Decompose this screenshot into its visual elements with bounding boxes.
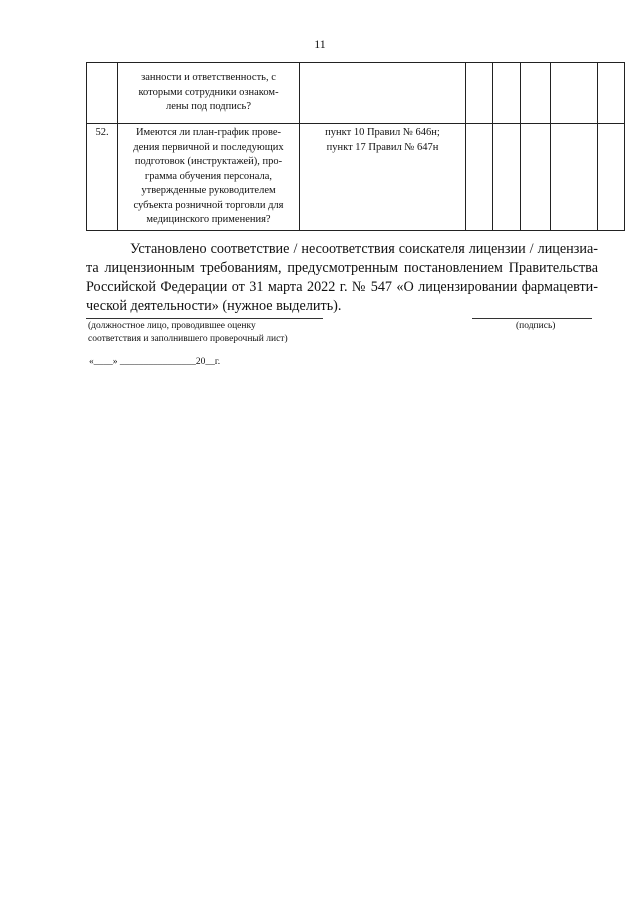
checklist-table: [86, 62, 625, 231]
answer-cell-yes: [466, 63, 493, 124]
paragraph-line: ческой деятельности» (нужное выделить).: [86, 298, 342, 314]
note-cell: [551, 63, 598, 124]
page-number: 11: [314, 37, 326, 51]
answer-cell-no: [493, 63, 521, 124]
requirement-question: Имеются ли план-график прове- дения первичной и последующих подготовок (инструктажей), про- грамма обучения персонала, утвержденные руководителем субъекта розничной торговли для медицинского применения?: [118, 124, 300, 231]
extra-cell: [598, 63, 625, 124]
legal-reference: пункт 10 Правил № 646н; пункт 17 Правил № 647н: [300, 124, 466, 231]
answer-cell-na: [521, 63, 551, 124]
answer-cell-yes: [466, 124, 493, 231]
signature-caption: (подпись): [516, 321, 556, 331]
signature-line: [472, 318, 592, 319]
requirement-question: занности и ответственность, с которыми сотрудники ознаком- лены под подпись?: [118, 63, 300, 124]
table-row: [87, 124, 625, 231]
paragraph-line: та лицензионным требованиям, предусмотренным постановлением Правительства: [86, 260, 598, 276]
extra-cell: [598, 124, 625, 231]
official-signature-line: [86, 318, 323, 319]
note-cell: [551, 124, 598, 231]
paragraph-line: Установлено соответствие / несоответствия соискателя лицензии / лицензиа-: [130, 241, 598, 257]
paragraph-line: Российской Федерации от 31 марта 2022 г. № 547 «О лицензировании фармацевти-: [86, 279, 598, 295]
official-caption: (должностное лицо, проводившее оценку соответствия и заполнившего проверочный лист): [88, 321, 288, 344]
legal-reference: [300, 63, 466, 124]
answer-cell-no: [493, 124, 521, 231]
conclusion-paragraph: [86, 240, 598, 316]
row-number: [87, 63, 118, 124]
table-row: [87, 63, 625, 124]
date-line: «____» ________________20__г.: [89, 357, 221, 367]
answer-cell-na: [521, 124, 551, 231]
row-number: 52.: [87, 124, 118, 231]
